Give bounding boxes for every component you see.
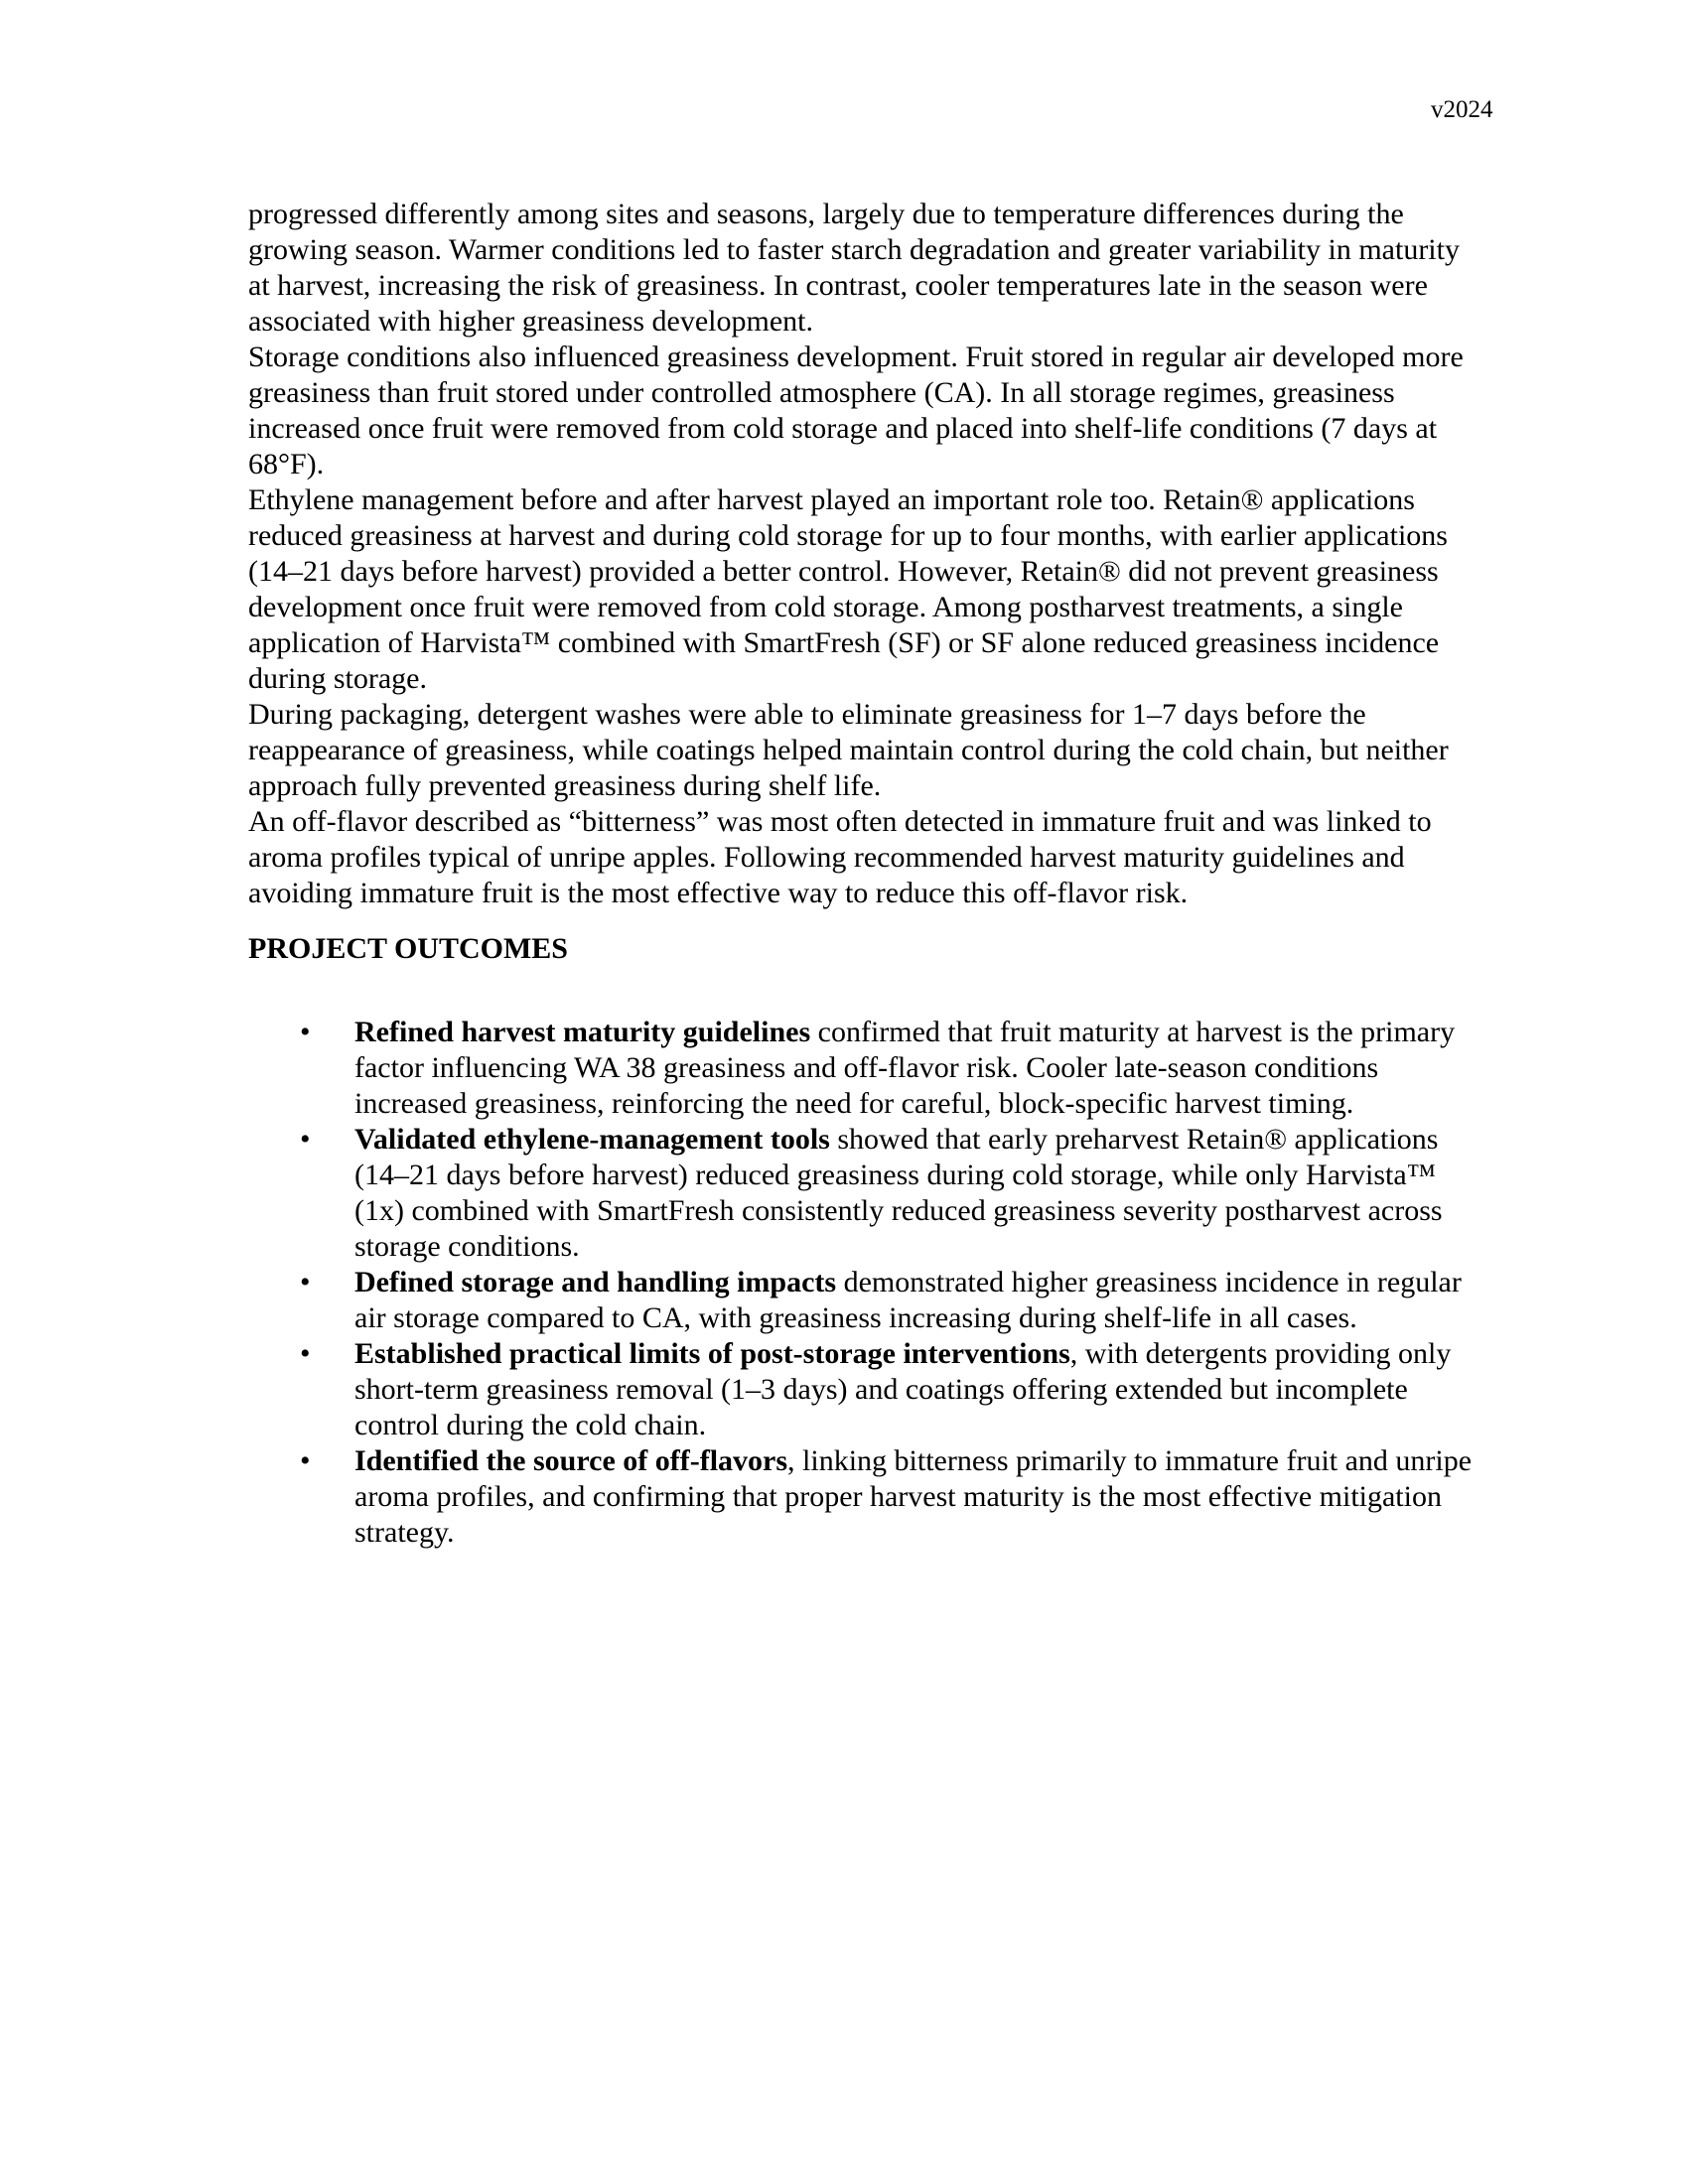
outcomes-list xyxy=(248,1015,1484,1551)
outcome-text: showed that early preharvest Retain® applications (14–21 days before harvest) reduced greasiness during cold storage, while only Harvista™ (1x) combined with SmartFresh consistently reduced greasiness severity postharvest across storage conditions. xyxy=(354,1123,1443,1263)
body-paragraph-climate: progressed differently among sites and seasons, largely due to temperature differences during the growing season. Warmer conditions led to faster starch degradation and greater variability in maturity at harvest, increasing the risk of greasiness. In contrast, cooler temperatures late in the season were associated with higher greasiness development. xyxy=(248,198,1460,338)
section-heading-project-outcomes: PROJECT OUTCOMES xyxy=(248,932,568,965)
body-paragraph-packaging: During packaging, detergent washes were able to eliminate greasiness for 1–7 days before the reappearance of greasiness, while coatings helped maintain control during the cold chain, but neither approach fully prevented greasiness during shelf life. xyxy=(248,698,1449,802)
outcome-lead: Identified the source of off-flavors xyxy=(354,1444,788,1477)
outcome-item-storage-impacts xyxy=(248,1265,1484,1336)
outcome-lead: Established practical limits of post-storage interventions xyxy=(354,1337,1070,1370)
outcome-item-harvest-guidelines xyxy=(248,1015,1484,1122)
body-paragraph-off-flavor: An off-flavor described as “bitterness” was most often detected in immature fruit and was linked to aroma profiles typical of unripe apples. Following recommended harvest maturity guidelines and avoiding immature fruit is the most effective way to reduce this off-flavor risk. xyxy=(248,805,1432,909)
bullet-icon: • xyxy=(300,1123,311,1156)
body-paragraph-storage: Storage conditions also influenced greasiness development. Fruit stored in regular air developed more greasiness than fruit stored under controlled atmosphere (CA). In all storage regimes, greasiness increased once fruit were removed from cold storage and placed into shelf-life conditions (7 days at 68°F). xyxy=(248,341,1464,480)
version-label: v2024 xyxy=(1431,96,1493,123)
outcome-text: , with detergents providing only short-term greasiness removal (1–3 days) and coatings offering extended but incomplete control during the cold chain. xyxy=(354,1337,1452,1441)
outcome-lead: Validated ethylene-management tools xyxy=(354,1123,830,1156)
bullet-icon: • xyxy=(300,1016,311,1048)
outcome-lead: Refined harvest maturity guidelines xyxy=(354,1016,811,1048)
outcome-item-off-flavor-source xyxy=(248,1443,1484,1551)
outcome-text: confirmed that fruit maturity at harvest is the primary factor influencing WA 38 greasiness and off-flavor risk. Cooler late-season conditions increased greasiness, reinforcing the need for careful, block-specific harvest timing. xyxy=(354,1016,1456,1120)
bullet-icon: • xyxy=(300,1266,311,1298)
outcome-lead: Defined storage and handling impacts xyxy=(354,1266,837,1298)
outcome-text: demonstrated higher greasiness incidence in regular air storage compared to CA, with greasiness increasing during shelf-life in all cases. xyxy=(354,1266,1462,1334)
outcome-item-post-storage-limits xyxy=(248,1336,1484,1443)
outcome-item-ethylene-tools xyxy=(248,1122,1484,1265)
body-paragraph-ethylene: Ethylene management before and after harvest played an important role too. Retain® applications reduced greasiness at harvest and during cold storage for up to four months, with earlier applications (14–21 days before harvest) provided a better control. However, Retain® did not prevent greasiness development once fruit were removed from cold storage. Among postharvest treatments, a single application of Harvista™ combined with SmartFresh (SF) or SF alone reduced greasiness incidence during storage. xyxy=(248,483,1448,695)
outcome-text: , linking bitterness primarily to immature fruit and unripe aroma profiles, and confirming that proper harvest maturity is the most effective mitigation strategy. xyxy=(354,1444,1473,1549)
document-body xyxy=(248,197,1484,1551)
bullet-icon: • xyxy=(300,1337,311,1370)
bullet-icon: • xyxy=(300,1444,311,1477)
